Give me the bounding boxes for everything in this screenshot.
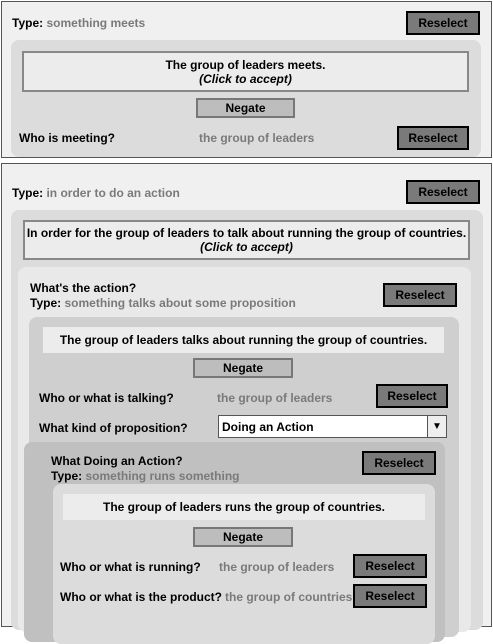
action-reselect-button[interactable]: Reselect <box>383 283 457 307</box>
negate-button[interactable]: Negate <box>193 358 293 378</box>
meets-panel <box>1 1 492 158</box>
doing-reselect-button[interactable]: Reselect <box>362 451 436 475</box>
proposition-kind-select[interactable]: Doing an Action ▼ <box>218 415 447 438</box>
type-line: Type: something meets <box>12 16 146 30</box>
runs-panel <box>53 484 435 644</box>
action-question: What's the action? <box>30 281 137 295</box>
runs-sentence: The group of leaders runs the group of countries. <box>63 494 425 520</box>
action-type-line: Type: something talks about some proposition <box>30 296 296 310</box>
runner-reselect-button[interactable]: Reselect <box>353 554 427 578</box>
who-question: Who is meeting? <box>19 131 115 145</box>
doing-question: What Doing an Action? <box>51 454 183 468</box>
chevron-down-icon[interactable]: ▼ <box>427 416 446 437</box>
sentence-accept-button[interactable]: The group of leaders meets. (Click to accept) <box>22 51 469 92</box>
in-order-content <box>11 210 483 630</box>
talker-reselect-button[interactable]: Reselect <box>376 384 448 408</box>
in-order-panel <box>1 163 492 627</box>
who-answer: the group of leaders <box>199 131 315 145</box>
runner-question: Who or what is running? <box>60 560 201 574</box>
talk-panel <box>29 317 459 637</box>
meets-content <box>11 40 481 157</box>
talker-question: Who or what is talking? <box>39 391 174 405</box>
sentence-accept-button[interactable]: In order for the group of leaders to talk about running the group of countries. (Click to accept) <box>23 220 470 260</box>
doing-action-panel <box>24 442 445 642</box>
product-reselect-button[interactable]: Reselect <box>353 584 427 608</box>
who-reselect-button[interactable]: Reselect <box>397 126 469 150</box>
talk-sentence: The group of leaders talks about running the group of countries. <box>43 327 444 353</box>
product-answer: the group of countries <box>225 590 353 604</box>
negate-button[interactable]: Negate <box>193 527 293 547</box>
talker-answer: the group of leaders <box>217 391 333 405</box>
reselect-button[interactable]: Reselect <box>406 11 480 35</box>
type-line: Type: in order to do an action <box>12 186 180 200</box>
negate-button[interactable]: Negate <box>196 98 295 118</box>
doing-type-line: Type: something runs something <box>51 469 240 483</box>
reselect-button[interactable]: Reselect <box>406 180 480 204</box>
action-panel <box>18 267 471 632</box>
proposition-kind-question: What kind of proposition? <box>39 421 188 435</box>
product-question: Who or what is the product? <box>60 590 222 604</box>
runner-answer: the group of leaders <box>219 560 335 574</box>
